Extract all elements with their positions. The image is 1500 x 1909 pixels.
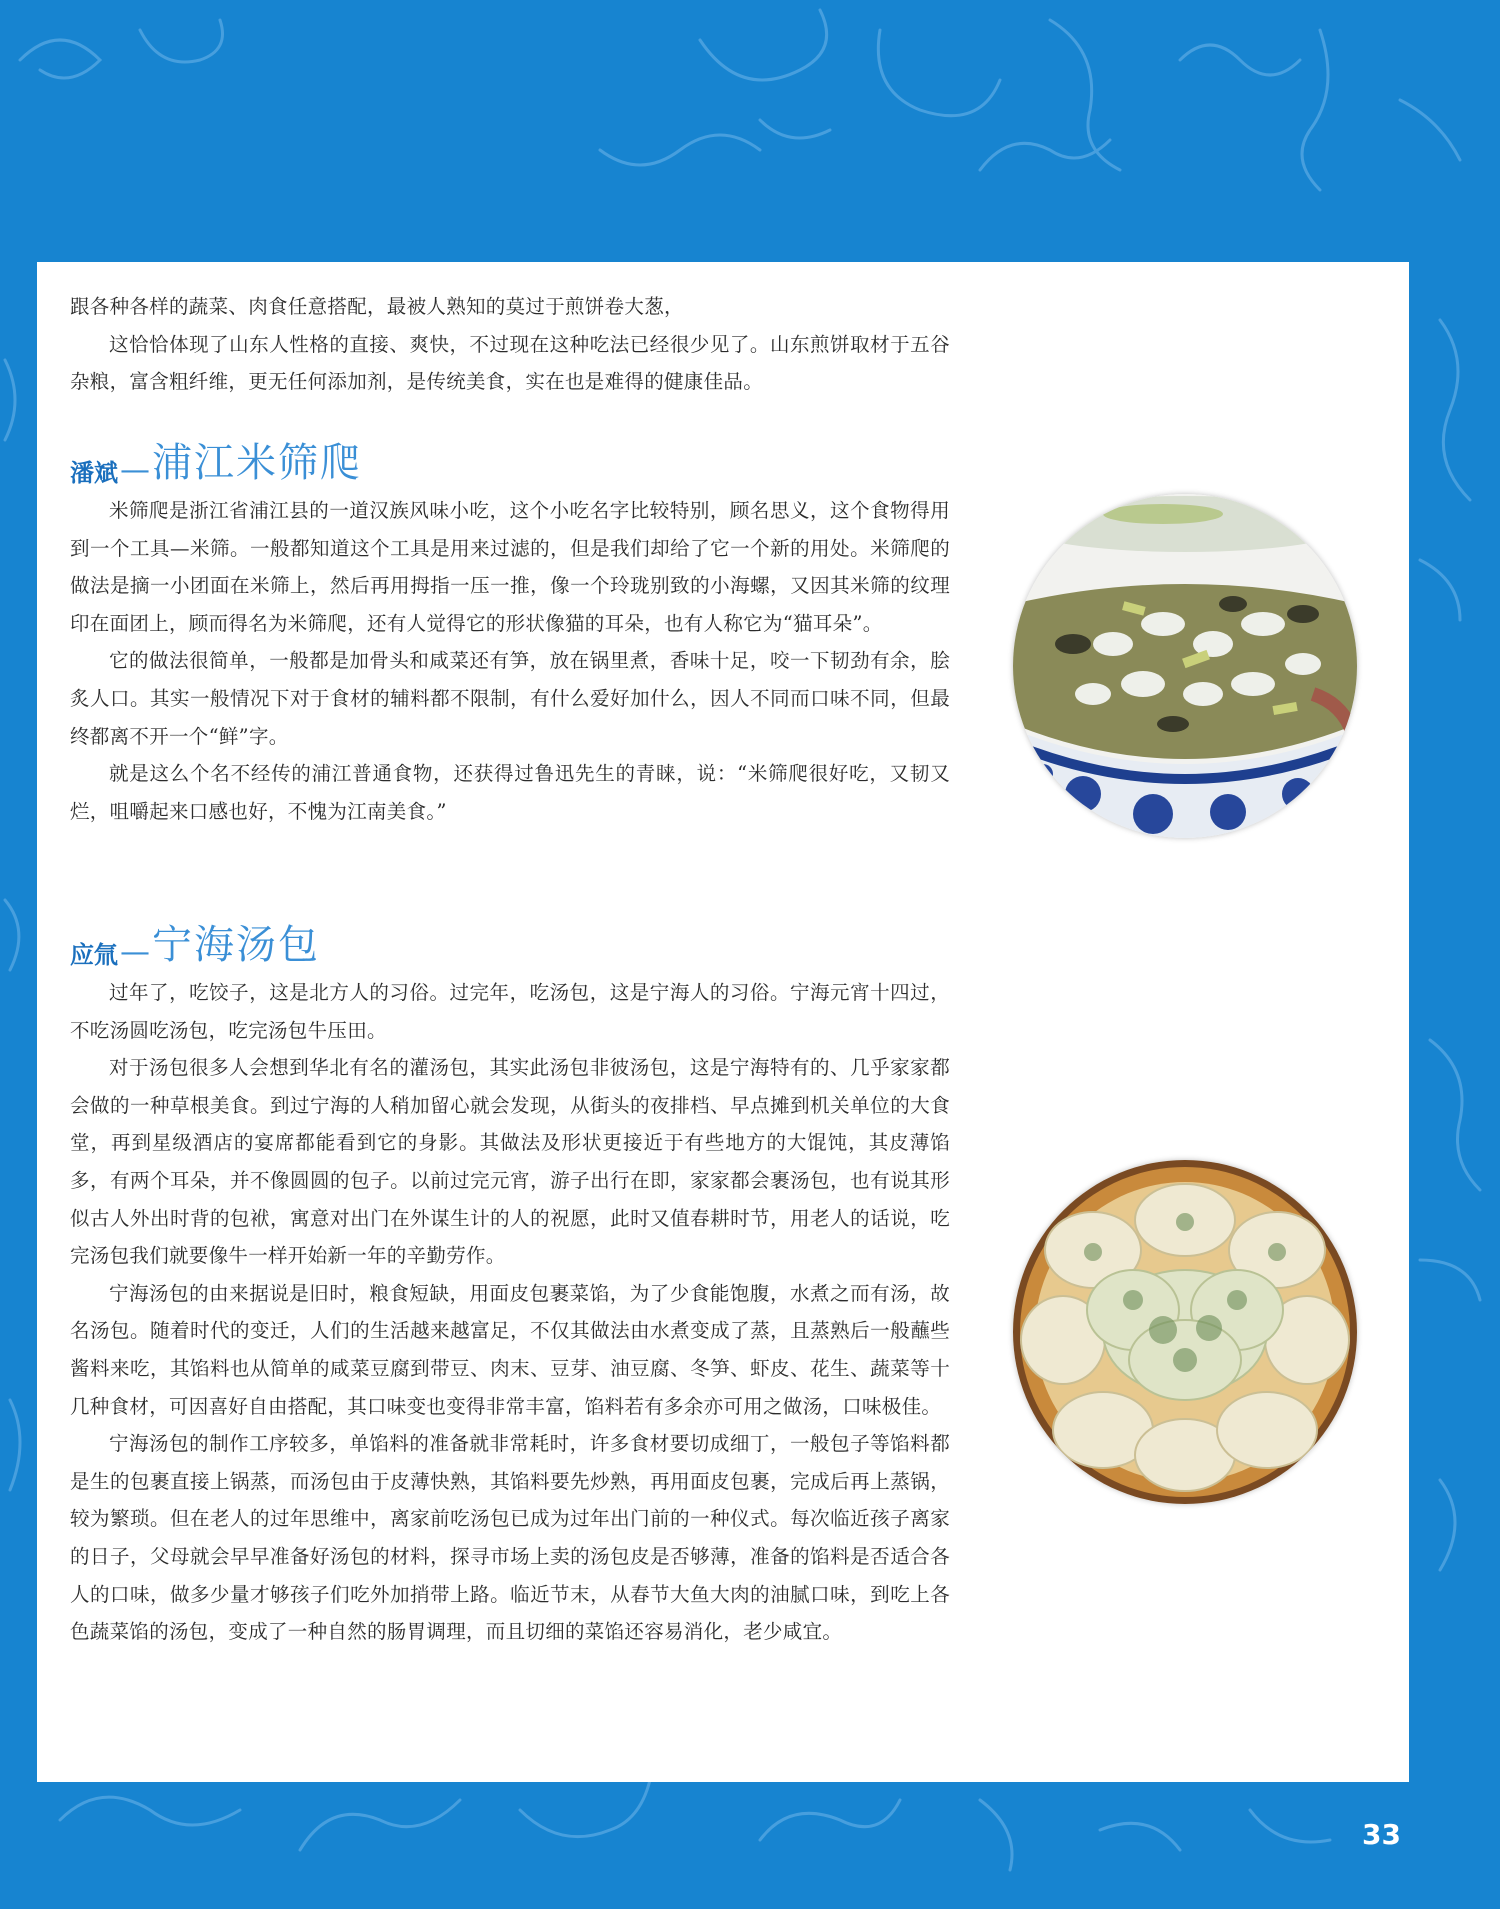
intro-paragraph-2: 这恰恰体现了山东人性格的直接、爽快，不过现在这种吃法已经很少见了。山东煎饼取材于五谷杂粮，富含粗纤维，更无任何添加剂，是传统美食，实在也是难得的健康佳品。 <box>70 332 950 394</box>
noodle-bowl-photo <box>1013 494 1357 838</box>
heading-dash: — <box>120 935 150 970</box>
section-title: 宁海汤包 <box>152 922 320 968</box>
paragraph: 就是这么个名不经传的浦江普通食物，还获得过鲁迅先生的青睐，说：“米筛爬很好吃，又韧又烂，咀嚼起来口感也好，不愧为江南美食。” <box>70 762 950 823</box>
section-heading <box>70 912 950 970</box>
intro-text <box>70 288 950 401</box>
dumplings-icon <box>1013 1160 1357 1504</box>
paragraph: 它的做法很简单，一般都是加骨头和咸菜还有笋，放在锅里煮，香味十足，咬一下韧劲有余，脍炙人口。其实一般情况下对于食材的辅料都不限制，有什么爱好加什么，因人不同而口味不同，但最终都离不开一个“鲜”字。 <box>70 649 950 748</box>
paragraph: 对于汤包很多人会想到华北有名的灌汤包，其实此汤包非彼汤包，这是宁海特有的、几乎家家都会做的一种草根美食。到过宁海的人稍加留心就会发现，从街头的夜排档、早点摊到机关单位的大食堂，再到星级酒店的宴席都能看到它的身影。其做法及形状更接近于有些地方的大馄饨，其皮薄馅多，有两个耳朵，并不像圆圆的包子。以前过完元宵，游子出行在即，家家都会裹汤包，也有说其形似古人外出时背的包袱，寓意对出门在外谋生计的人的祝愿，此时又值春耕时节，用老人的话说，吃完汤包我们就要像牛一样开始新一年的辛勤劳作。 <box>70 1056 950 1268</box>
section-title: 浦江米筛爬 <box>152 440 362 486</box>
paragraph: 米筛爬是浙江省浦江县的一道汉族风味小吃，这个小吃名字比较特别，顾名思义，这个食物得用到一个工具—米筛。一般都知道这个工具是用来过滤的，但是我们却给了它一个新的用处。米筛爬的做法是摘一小团面在米筛上，然后再用拇指一压一推，像一个玲珑别致的小海螺，又因其米筛的纹理印在面团上，顾而得名为米筛爬，还有人觉得它的形状像猫的耳朵，也有人称它为“猫耳朵”。 <box>70 499 950 635</box>
heading-dash: — <box>120 453 150 488</box>
intro-paragraph-1: 跟各种各样的蔬菜、肉食任意搭配，最被人熟知的莫过于煎饼卷大葱， <box>70 295 684 318</box>
paragraph: 宁海汤包的由来据说是旧时，粮食短缺，用面皮包裹菜馅，为了少食能饱腹，水煮之而有汤，故名汤包。随着时代的变迁，人们的生活越来越富足，不仅其做法由水煮变成了蒸，且蒸熟后一般蘸些酱料来吃，其馅料也从简单的咸菜豆腐到带豆、肉末、豆芽、油豆腐、冬笋、虾皮、花生、蔬菜等十几种食材，可因喜好自由搭配，其口味变也变得非常丰富，馅料若有多余亦可用之做汤，口味极佳。 <box>70 1281 950 1418</box>
paragraph: 宁海汤包的制作工序较多，单馅料的准备就非常耗时，许多食材要切成细丁，一般包子等馅料都是生的包裹直接上锅蒸，而汤包由于皮薄快熟，其馅料要先炒熟，再用面皮包裹，完成后再上蒸锅，较为繁琐。但在老人的过年思维中，离家前吃汤包已成为过年出门前的一种仪式。每次临近孩子离家的日子，父母就会早早准备好汤包的材料，探寻市场上卖的汤包皮是否够薄，准备的馅料是否适合各人的口味，做多少量才够孩子们吃外加捎带上路。临近节末，从春节大鱼大肉的油腻口味，到吃上各色蔬菜馅的汤包，变成了一种自然的肠胃调理，而且切细的菜馅还容易消化，老少咸宜。 <box>70 1432 950 1644</box>
section-heading <box>70 430 950 488</box>
noodle-bowl-icon <box>1013 494 1357 838</box>
article-section-pujiang <box>70 430 950 830</box>
content-panel <box>37 262 1409 1782</box>
author-name: 应氚 <box>70 940 118 969</box>
author-name: 潘斌 <box>70 458 118 487</box>
page-number: 33 <box>1362 1818 1401 1851</box>
paragraph: 过年了，吃饺子，这是北方人的习俗。过完年，吃汤包，这是宁海人的习俗。宁海元宵十四过，不吃汤圆吃汤包，吃完汤包牛压田。 <box>70 981 950 1042</box>
article-section-ninghai <box>70 912 950 1651</box>
steamed-dumplings-photo <box>1013 1160 1357 1504</box>
